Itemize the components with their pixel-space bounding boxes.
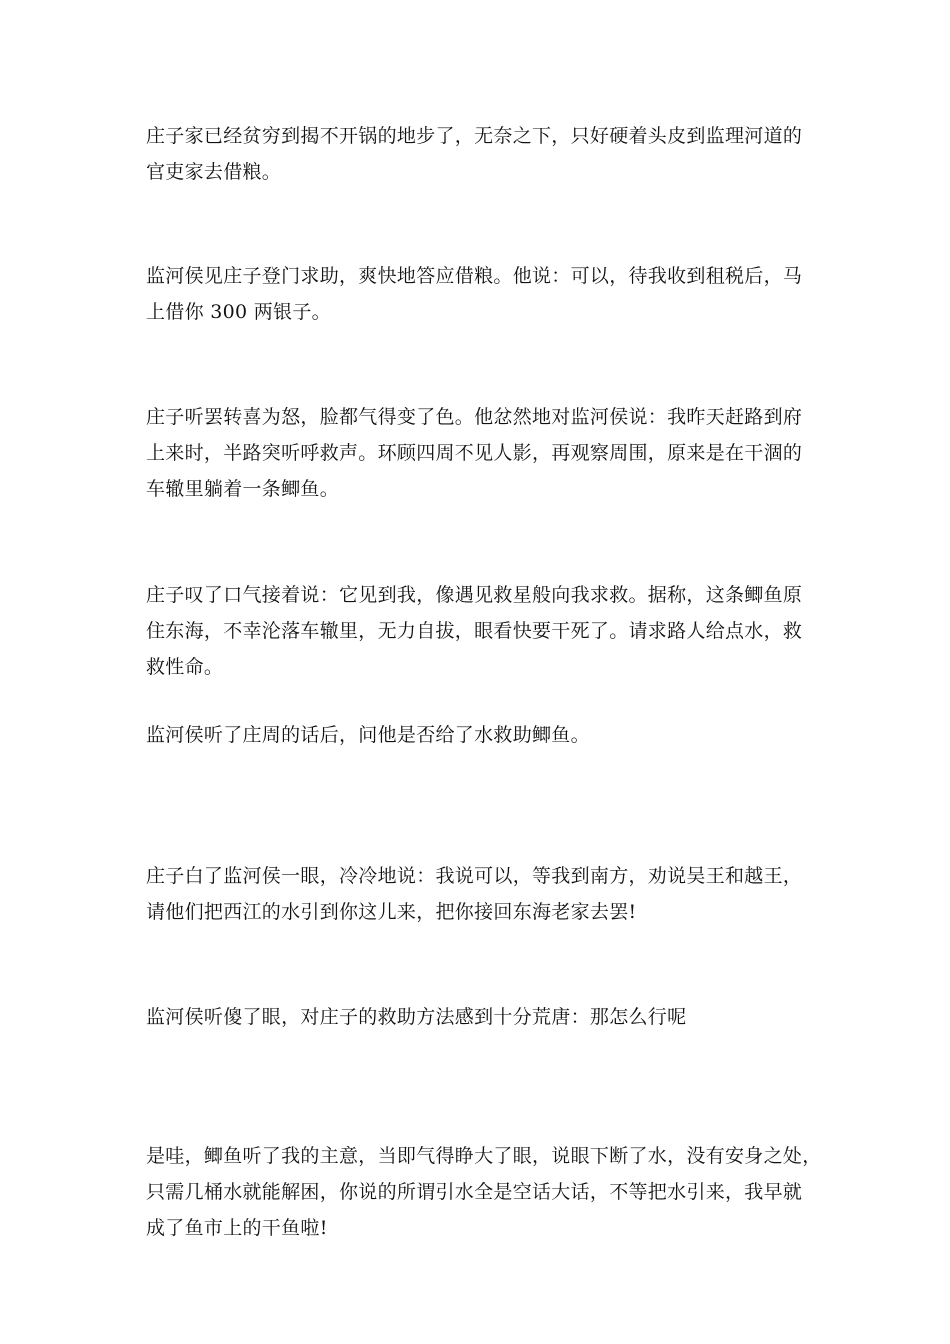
paragraph-line: 成了鱼市上的干鱼啦! — [146, 1217, 328, 1239]
paragraph-line: 监河侯听傻了眼，对庄子的救助方法感到十分荒唐：那怎么行呢 — [146, 1006, 687, 1028]
paragraph-line: 上来时，半路突听呼救声。环顾四周不见人影，再观察周围，原来是在干涸的 — [146, 442, 803, 464]
paragraph-1 — [146, 118, 816, 190]
paragraph-line: 庄子叹了口气接着说：它见到我，像遇见救星般向我求救。据称，这条鲫鱼原 — [146, 584, 803, 606]
paragraph-line: 监河侯听了庄周的话后，问他是否给了水救助鲫鱼。 — [146, 724, 590, 746]
paragraph-line: 官吏家去借粮。 — [146, 161, 282, 183]
paragraph-2 — [146, 258, 816, 330]
paragraph-line: 庄子白了监河侯一眼，冷冷地说：我说可以，等我到南方，劝说吴王和越王， — [146, 865, 803, 887]
paragraph-line: 住东海，不幸沦落车辙里，无力自拔，眼看快要干死了。请求路人给点水，救 — [146, 620, 803, 642]
paragraph-line: 庄子听罢转喜为怒，脸都气得变了色。他忿然地对监河侯说：我昨天赶路到府 — [146, 406, 803, 428]
paragraph-line: 只需几桶水就能解困，你说的所谓引水全是空话大话，不等把水引来，我早就 — [146, 1181, 803, 1203]
paragraph-line: 监河侯见庄子登门求助，爽快地答应借粮。他说：可以，待我收到租税后，马 — [146, 265, 803, 287]
paragraph-line: 庄子家已经贫穷到揭不开锅的地步了，无奈之下，只好硬着头皮到监理河道的 — [146, 125, 803, 147]
paragraph-6 — [146, 858, 816, 930]
paragraph-line: 车辙里躺着一条鲫鱼。 — [146, 478, 340, 500]
paragraph-line: 是哇，鲫鱼听了我的主意，当即气得睁大了眼，说眼下断了水，没有安身之处， — [146, 1145, 822, 1167]
paragraph-5 — [146, 717, 816, 753]
paragraph-line: 请他们把西江的水引到你这儿来，把你接回东海老家去罢! — [146, 901, 637, 923]
paragraph-3 — [146, 399, 816, 507]
paragraph-8 — [146, 1138, 822, 1246]
paragraph-line: 上借你 300 两银子。 — [146, 301, 331, 323]
paragraph-7 — [146, 999, 816, 1035]
paragraph-4 — [146, 577, 816, 685]
paragraph-line: 救性命。 — [146, 656, 224, 678]
